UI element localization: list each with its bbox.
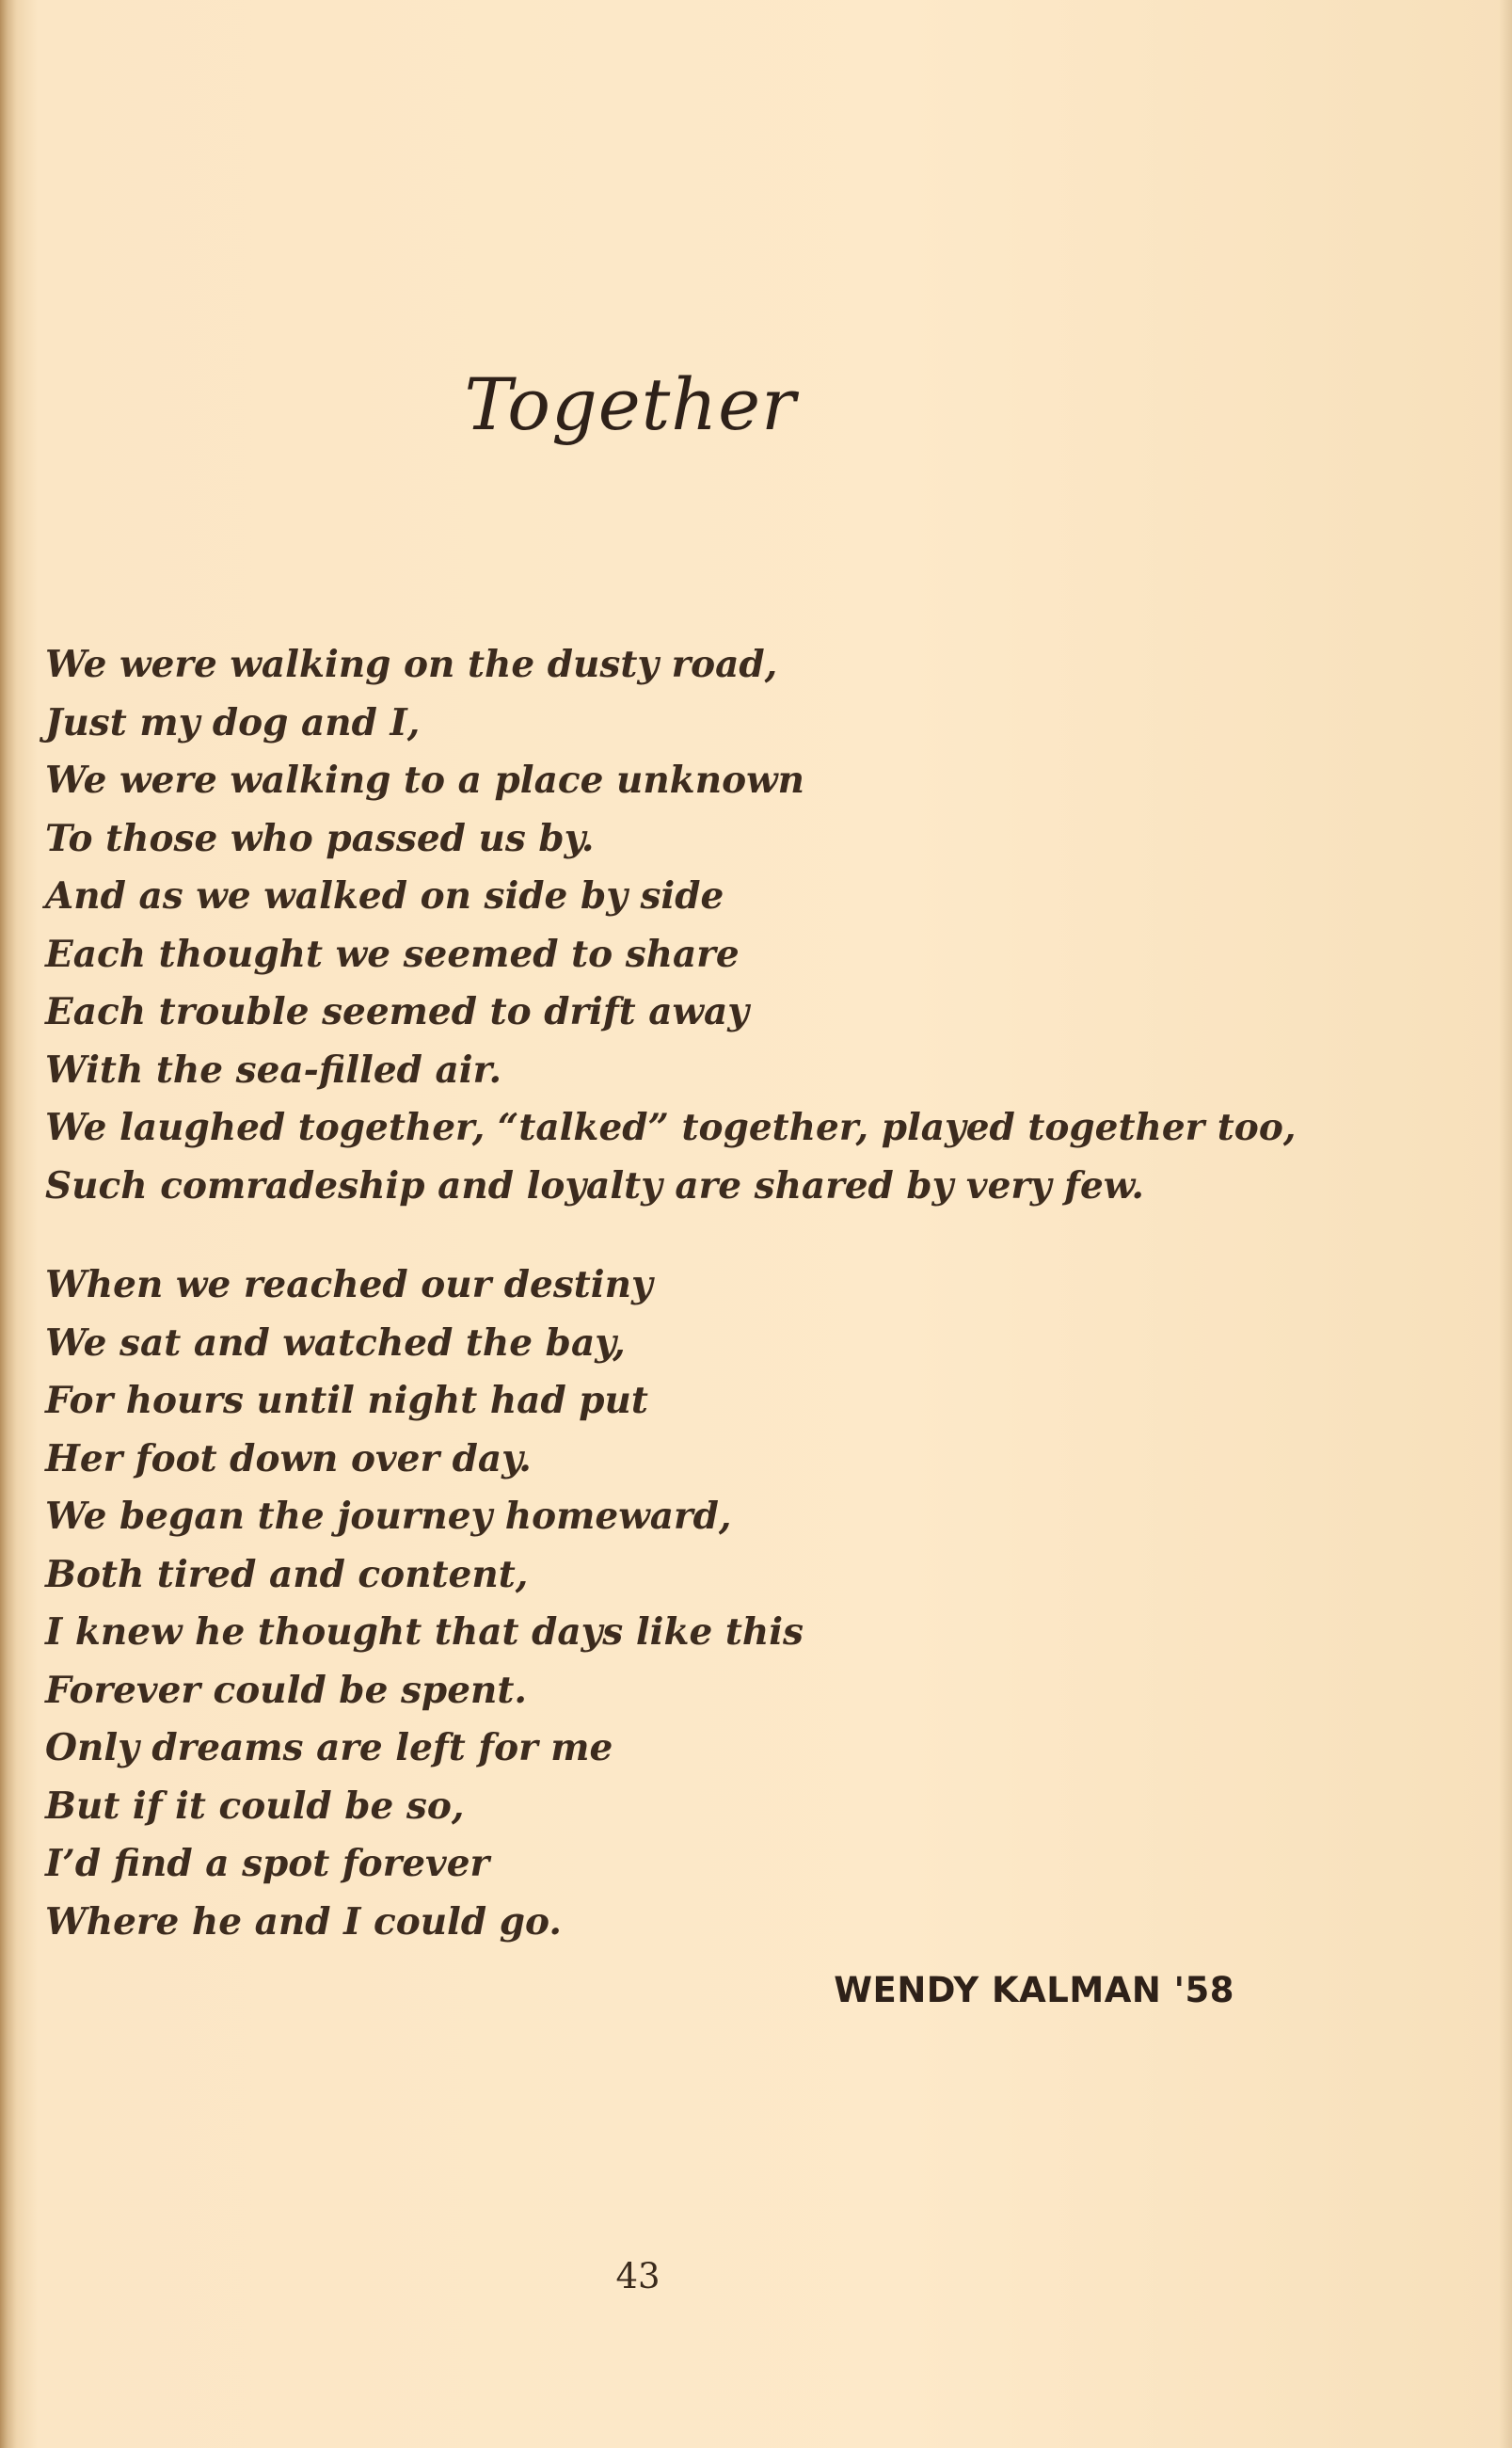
poem-line: I knew he thought that days like this [45,1610,804,1654]
poem-line: Forever could be spent. [45,1668,527,1712]
stanza-2 [45,1256,1268,1951]
poem-line: And as we walked on side by side [45,874,724,918]
poem-line: We were walking on the dusty road, [45,643,778,686]
poem-line: Where he and I could go. [45,1899,562,1944]
page-number: 43 [615,2256,661,2296]
poem-line: Each trouble seemed to drift away [45,990,749,1033]
poem-line: We laughed together, “talked” together, played together too, [45,1106,1297,1149]
poem-line: I’d find a spot forever [45,1842,490,1885]
page-edge-shadow [1499,0,1512,2448]
poem-line: Only dreams are left for me [45,1726,613,1769]
poem-line: Her foot down over day. [45,1436,532,1480]
poem-line: Both tired and content, [45,1552,529,1596]
poem-line: Just my dog and I, [45,700,421,744]
poem-line: For hours until night had put [45,1379,648,1422]
poem-title: Together [464,362,797,446]
poem-line: We began the journey homeward, [45,1495,732,1538]
poem-line: Each thought we seemed to share [45,932,740,976]
poem-line: When we reached our destiny [45,1263,653,1306]
poem-line: But if it could be so, [45,1784,465,1828]
author-credit: WENDY KALMAN '58 [834,1970,1234,2010]
poem-line: Such comradeship and loyalty are shared by very few. [45,1163,1144,1208]
poem-body [45,636,1297,1951]
poem-line: To those who passed us by. [45,816,595,860]
poem-line: With the sea-filled air. [45,1048,502,1092]
poem-line: We were walking to a place unknown [45,759,805,802]
poem-line: We sat and watched the bay, [45,1320,626,1365]
stanza-1 [45,636,1297,1215]
